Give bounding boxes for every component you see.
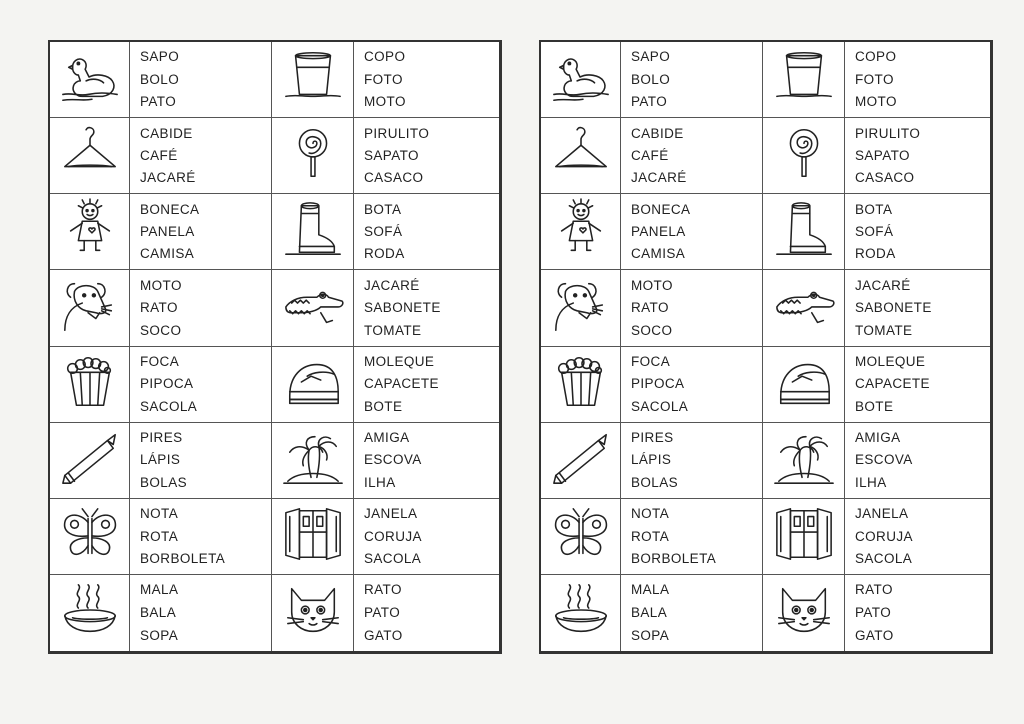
- word-list: [354, 423, 499, 499]
- word-list: [845, 270, 990, 346]
- word: BALA: [140, 605, 177, 621]
- word: CAFÉ: [140, 147, 178, 163]
- picture-cell: [272, 423, 354, 499]
- word: BORBOLETA: [140, 550, 226, 566]
- picture-cell: [272, 118, 354, 194]
- word: SACOLA: [631, 398, 689, 414]
- word: MALA: [631, 582, 670, 598]
- word: CAFÉ: [631, 147, 669, 163]
- picture-cell: [541, 194, 621, 270]
- doll-icon: [58, 198, 122, 265]
- word-list: [621, 575, 763, 651]
- window-icon: [772, 503, 836, 570]
- word-list: [354, 575, 499, 651]
- word: SOCO: [140, 322, 182, 338]
- cat-icon: [772, 579, 836, 646]
- word-list: [354, 118, 499, 194]
- word-list: [621, 423, 763, 499]
- alligator-icon: [772, 274, 836, 341]
- word-list: [354, 194, 499, 270]
- word: SOPA: [140, 627, 179, 643]
- word: RATO: [140, 300, 178, 316]
- word: SOPA: [631, 627, 670, 643]
- word: FOCA: [631, 353, 671, 369]
- picture-cell: [272, 347, 354, 423]
- word: NOTA: [631, 506, 670, 522]
- soup-bowl-icon: [58, 579, 122, 646]
- picture-cell: [50, 499, 130, 575]
- word: SACOLA: [364, 550, 422, 566]
- word: CAPACETE: [364, 376, 439, 392]
- word: PIRULITO: [364, 125, 430, 141]
- boot-icon: [772, 198, 836, 265]
- word-list: [354, 347, 499, 423]
- word: BOTA: [364, 201, 402, 217]
- word: CAPACETE: [855, 376, 930, 392]
- word: BOLAS: [140, 474, 188, 490]
- word: CAMISA: [140, 246, 195, 262]
- word: SAPO: [631, 49, 671, 65]
- lollipop-icon: [772, 122, 836, 189]
- word: LÁPIS: [631, 452, 672, 468]
- word-list: [845, 118, 990, 194]
- word: SACOLA: [140, 398, 198, 414]
- word: SAPATO: [364, 147, 419, 163]
- word: NOTA: [140, 506, 179, 522]
- picture-cell: [541, 118, 621, 194]
- word: PATO: [631, 94, 668, 110]
- word: CABIDE: [140, 125, 193, 141]
- butterfly-icon: [58, 503, 122, 570]
- word: CAMISA: [631, 246, 686, 262]
- hanger-icon: [58, 122, 122, 189]
- word: RODA: [364, 246, 405, 262]
- picture-cell: [50, 347, 130, 423]
- word: ROTA: [631, 528, 670, 544]
- word-list: [621, 270, 763, 346]
- word: BOTA: [855, 201, 893, 217]
- word-list: [130, 270, 272, 346]
- word: JACARÉ: [631, 170, 687, 186]
- picture-cell: [763, 270, 845, 346]
- word: AMIGA: [364, 430, 410, 446]
- word: SABONETE: [364, 300, 441, 316]
- word: SACOLA: [855, 550, 913, 566]
- word-list: [621, 194, 763, 270]
- soup-bowl-icon: [549, 579, 613, 646]
- popcorn-icon: [58, 351, 122, 418]
- word-list: [845, 575, 990, 651]
- word: RATO: [364, 582, 402, 598]
- word: MOTO: [364, 94, 406, 110]
- picture-cell: [50, 575, 130, 651]
- picture-cell: [272, 575, 354, 651]
- picture-cell: [541, 270, 621, 346]
- word-list: [354, 499, 499, 575]
- rat-icon: [58, 274, 122, 341]
- glass-icon: [281, 46, 345, 113]
- helmet-icon: [772, 351, 836, 418]
- word: TOMATE: [364, 322, 422, 338]
- word: GATO: [364, 627, 403, 643]
- picture-cell: [50, 270, 130, 346]
- word: BOTE: [364, 398, 403, 414]
- picture-cell: [50, 194, 130, 270]
- word: BOLO: [140, 71, 180, 87]
- word: SOFÁ: [855, 224, 894, 240]
- word: MOTO: [140, 277, 182, 293]
- picture-cell: [763, 575, 845, 651]
- rat-icon: [549, 274, 613, 341]
- word: BORBOLETA: [631, 550, 717, 566]
- picture-cell: [763, 118, 845, 194]
- word-list: [621, 499, 763, 575]
- picture-cell: [541, 423, 621, 499]
- picture-cell: [541, 347, 621, 423]
- word: MOTO: [855, 94, 897, 110]
- doll-icon: [549, 198, 613, 265]
- picture-cell: [763, 499, 845, 575]
- picture-cell: [763, 347, 845, 423]
- word: BONECA: [631, 201, 691, 217]
- word: AMIGA: [855, 430, 901, 446]
- word-list: [845, 42, 990, 118]
- worksheet-left: [48, 40, 502, 654]
- word-list: [621, 118, 763, 194]
- word: JACARÉ: [140, 170, 196, 186]
- word-list: [130, 42, 272, 118]
- picture-cell: [763, 423, 845, 499]
- picture-cell: [272, 270, 354, 346]
- word-list: [354, 270, 499, 346]
- word: SABONETE: [855, 300, 932, 316]
- word: MOTO: [631, 277, 673, 293]
- word-list: [845, 194, 990, 270]
- word-list: [130, 194, 272, 270]
- word-list: [130, 347, 272, 423]
- word: RATO: [631, 300, 669, 316]
- island-icon: [772, 427, 836, 494]
- word: PATO: [140, 94, 177, 110]
- word-list: [621, 42, 763, 118]
- word: BOLAS: [631, 474, 679, 490]
- picture-cell: [763, 194, 845, 270]
- word: JACARÉ: [364, 277, 420, 293]
- word: FOTO: [364, 71, 403, 87]
- picture-cell: [541, 575, 621, 651]
- word: PANELA: [631, 224, 686, 240]
- word: BALA: [631, 605, 668, 621]
- word: SAPATO: [855, 147, 910, 163]
- word: COPO: [855, 49, 897, 65]
- word: MOLEQUE: [855, 353, 926, 369]
- word: MALA: [140, 582, 179, 598]
- pencil-icon: [58, 427, 122, 494]
- word: PANELA: [140, 224, 195, 240]
- word: JACARÉ: [855, 277, 911, 293]
- boot-icon: [281, 198, 345, 265]
- word: MOLEQUE: [364, 353, 435, 369]
- word: ESCOVA: [364, 452, 422, 468]
- word-list: [621, 347, 763, 423]
- word: PIPOCA: [631, 376, 685, 392]
- word-list: [130, 118, 272, 194]
- picture-cell: [272, 42, 354, 118]
- lollipop-icon: [281, 122, 345, 189]
- picture-cell: [50, 423, 130, 499]
- picture-cell: [763, 42, 845, 118]
- word-list: [130, 499, 272, 575]
- picture-cell: [50, 118, 130, 194]
- word: JANELA: [364, 506, 418, 522]
- word-list: [845, 347, 990, 423]
- picture-cell: [50, 42, 130, 118]
- word: LÁPIS: [140, 452, 181, 468]
- word: SOCO: [631, 322, 673, 338]
- picture-cell: [541, 42, 621, 118]
- word: ILHA: [364, 474, 396, 490]
- word: TOMATE: [855, 322, 913, 338]
- worksheet-right: [539, 40, 993, 654]
- island-icon: [281, 427, 345, 494]
- word: BONECA: [140, 201, 200, 217]
- word: RODA: [855, 246, 896, 262]
- word: COPO: [364, 49, 406, 65]
- word: ESCOVA: [855, 452, 913, 468]
- word: BOTE: [855, 398, 894, 414]
- word: PIPOCA: [140, 376, 194, 392]
- word: PATO: [855, 605, 892, 621]
- cat-icon: [281, 579, 345, 646]
- word: CORUJA: [364, 528, 422, 544]
- alligator-icon: [281, 274, 345, 341]
- word: SAPO: [140, 49, 180, 65]
- word: PIRES: [631, 430, 674, 446]
- popcorn-icon: [549, 351, 613, 418]
- word: GATO: [855, 627, 894, 643]
- word: CASACO: [364, 170, 424, 186]
- word-list: [130, 575, 272, 651]
- picture-cell: [541, 499, 621, 575]
- duck-icon: [549, 46, 613, 113]
- word: ILHA: [855, 474, 887, 490]
- word: RATO: [855, 582, 893, 598]
- glass-icon: [772, 46, 836, 113]
- word: JANELA: [855, 506, 909, 522]
- butterfly-icon: [549, 503, 613, 570]
- word-list: [845, 499, 990, 575]
- word: PATO: [364, 605, 401, 621]
- word: CABIDE: [631, 125, 684, 141]
- word: FOCA: [140, 353, 180, 369]
- word: BOLO: [631, 71, 671, 87]
- word: PIRES: [140, 430, 183, 446]
- word: SOFÁ: [364, 224, 403, 240]
- picture-cell: [272, 499, 354, 575]
- word: PIRULITO: [855, 125, 921, 141]
- word: CORUJA: [855, 528, 913, 544]
- word-list: [845, 423, 990, 499]
- hanger-icon: [549, 122, 613, 189]
- word-list: [354, 42, 499, 118]
- word: ROTA: [140, 528, 179, 544]
- pencil-icon: [549, 427, 613, 494]
- duck-icon: [58, 46, 122, 113]
- picture-cell: [272, 194, 354, 270]
- window-icon: [281, 503, 345, 570]
- word: FOTO: [855, 71, 894, 87]
- word: CASACO: [855, 170, 915, 186]
- helmet-icon: [281, 351, 345, 418]
- word-list: [130, 423, 272, 499]
